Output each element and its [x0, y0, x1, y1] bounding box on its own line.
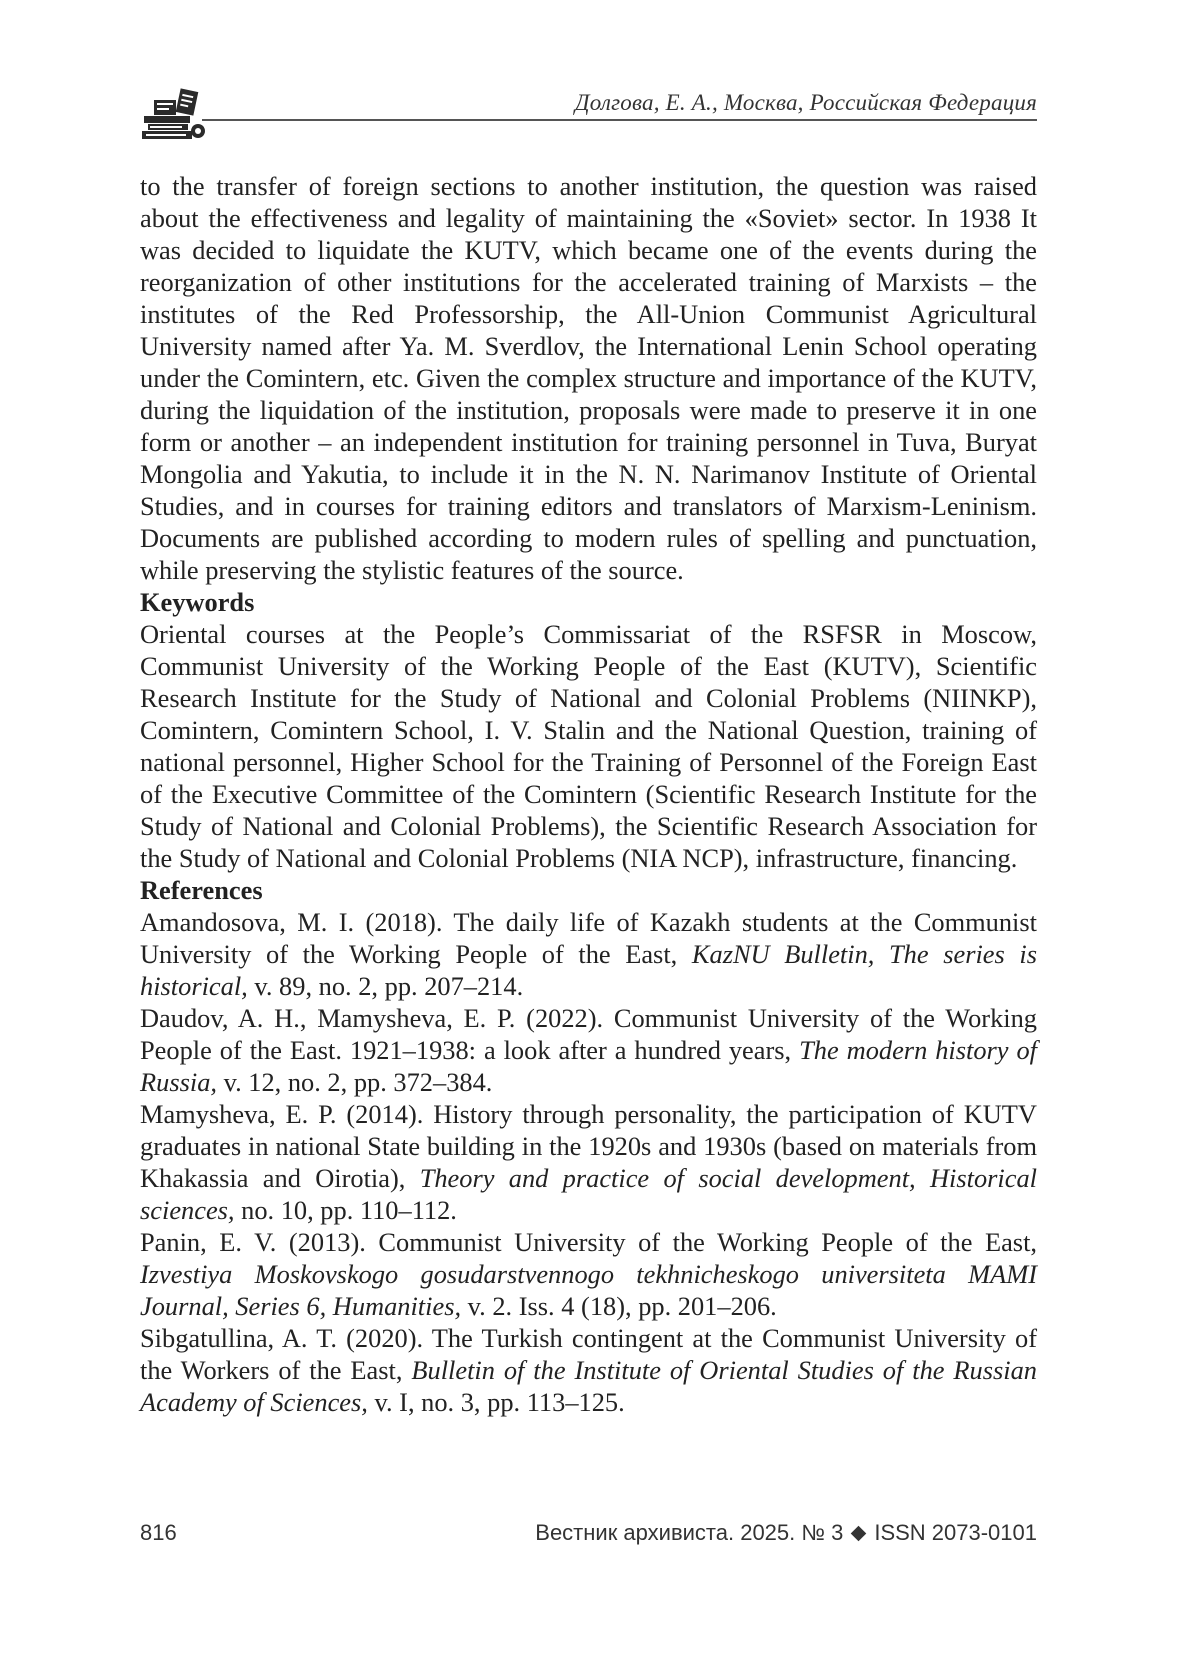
- reference-source: The modern history of Russia,: [140, 1035, 1038, 1097]
- reference-text: Sibgatullina, A. T. (2020). The Turkish contingent at the Communist University of the Workers of the East,: [140, 1323, 1037, 1385]
- journal-info: [535, 1520, 1037, 1546]
- reference-source: Theory and practice of social development, Historical sciences,: [140, 1163, 1037, 1225]
- reference-details: v. I, no. 3, pp. 113–125.: [367, 1387, 625, 1417]
- reference-item: [140, 1322, 1037, 1418]
- reference-source: Izvestiya Moskovskogo gosudarstvennogo tekhnicheskogo universiteta MAMI Journal, Series 6, Humanities,: [140, 1259, 1037, 1321]
- keywords-paragraph: Oriental courses at the People’s Commissariat of the RSFSR in Moscow, Communist University of the Working People of the East (KUTV), Scientific Research Institute for the Study of National and Colonial Problems (NIINKP), Comintern, Comintern School, I. V. Stalin and the National Question, training of national personnel, Higher School for the Training of Personnel of the Foreign East of the Executive Committee of the Comintern (Scientific Research Institute for the Study of National and Colonial Problems), the Scientific Research Association for the Study of National and Colonial Problems (NIA NCP), infrastructure, financing.: [140, 619, 1037, 873]
- reference-text: Panin, E. V. (2013). Communist University of the Working People of the East,: [140, 1227, 1037, 1257]
- header-rule: [202, 119, 1037, 121]
- references-heading: References: [140, 875, 263, 905]
- reference-source: KazNU Bulletin, The series is historical,: [140, 939, 1037, 1001]
- reference-details: v. 89, no. 2, pp. 207–214.: [247, 971, 524, 1001]
- running-header: [140, 80, 1037, 140]
- running-title: Долгова, Е. А., Москва, Российская Федерация: [574, 90, 1037, 115]
- keywords-heading: Keywords: [140, 587, 255, 617]
- reference-text: Amandosova, M. I. (2018). The daily life of Kazakh students at the Communist University of the Working People of the East,: [140, 907, 1037, 969]
- reference-text: Daudov, A. H., Mamysheva, E. P. (2022). Communist University of the Working People of the East. 1921–1938: a look after a hundred years,: [140, 1003, 1037, 1065]
- issn: ISSN 2073-0101: [874, 1520, 1037, 1545]
- reference-item: [140, 1002, 1037, 1098]
- reference-item: [140, 906, 1037, 1002]
- reference-text: Mamysheva, E. P. (2014). History through personality, the participation of KUTV graduates in national State building in the 1920s and 1930s (based on materials from Khakassia and Oirotia),: [140, 1099, 1037, 1193]
- abstract-paragraph: to the transfer of foreign sections to another institution, the question was raised about the effectiveness and legality of maintaining the «Soviet» sector. In 1938 It was decided to liquidate the KUTV, which became one of the events during the reorganization of other institutions for the accelerated training of Marxists – the institutes of the Red Professorship, the All-Union Communist Agricultural University named after Ya. M. Sverdlov, the International Lenin School operating under the Comintern, etc. Given the complex structure and importance of the KUTV, during the liquidation of the institution, proposals were made to preserve it in one form or another – an independent institution for training personnel in Tuva, Buryat Mongolia and Yakutia, to include it in the N. N. Narimanov Institute of Oriental Studies, and in courses for training editors and translators of Marxism-Leninism. Documents are published according to modern rules of spelling and punctuation, while preserving the stylistic features of the source.: [140, 171, 1037, 585]
- reference-item: [140, 1098, 1037, 1226]
- reference-details: v. 12, no. 2, pp. 372–384.: [216, 1067, 493, 1097]
- journal-name: Вестник архивиста. 2025. № 3: [535, 1520, 844, 1545]
- books-and-papers-icon: [140, 86, 212, 142]
- diamond-icon: [851, 1525, 867, 1541]
- reference-details: no. 10, pp. 110–112.: [234, 1195, 457, 1225]
- page-content: [140, 170, 1037, 1418]
- reference-details: v. 2. Iss. 4 (18), pp. 201–206.: [461, 1291, 777, 1321]
- page-footer: [140, 1520, 1037, 1550]
- page-number: 816: [140, 1520, 177, 1545]
- reference-source: Bulletin of the Institute of Oriental Studies of the Russian Academy of Sciences,: [140, 1355, 1037, 1417]
- reference-item: [140, 1226, 1037, 1322]
